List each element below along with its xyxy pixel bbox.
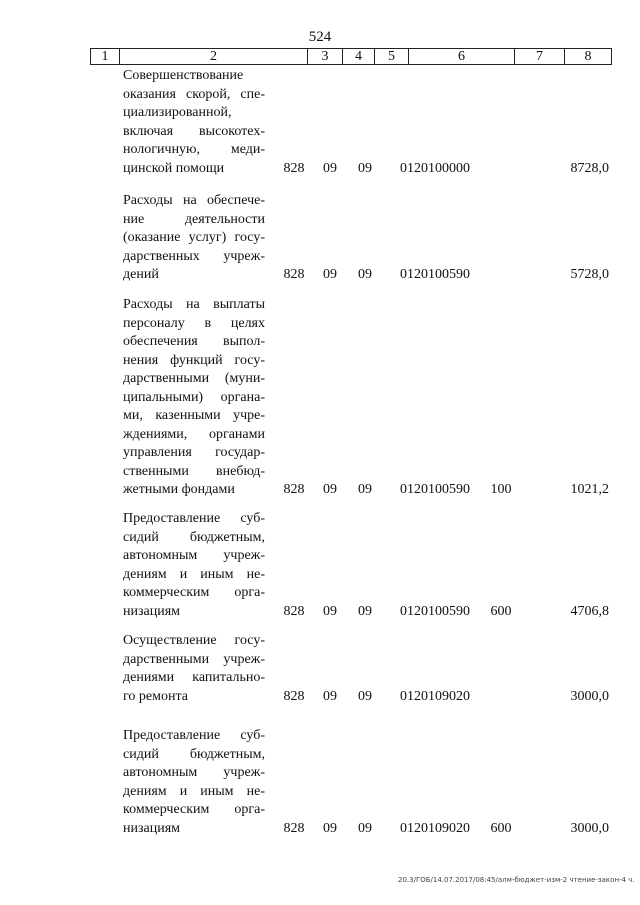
cell-col5: 09 (358, 267, 372, 282)
cell-col5: 09 (358, 820, 372, 836)
cell-col6: 0120100590 (400, 603, 470, 619)
cell-col4: 09 (323, 160, 337, 176)
cell-col8: 3000,0 (570, 820, 609, 836)
cell-col6: 0120100590 (400, 482, 470, 497)
cell-col7: 600 (490, 603, 512, 619)
column-header-5: 5 (375, 49, 409, 64)
description-line: автономным учреж- (123, 765, 265, 780)
description-line: дений (123, 267, 159, 282)
column-header-2: 2 (120, 49, 308, 64)
description-line: дениями капитально- (123, 670, 265, 685)
description-line: цинской помощи (123, 160, 225, 176)
description-line: дениям и иным не- (123, 783, 265, 799)
table-header (90, 48, 612, 65)
description-line: дарственными (муни- (123, 371, 265, 386)
cell-col4: 09 (323, 820, 337, 836)
description-line: Совершенствование (123, 68, 244, 83)
row-description (123, 510, 265, 621)
description-line: включая высокотех- (123, 123, 265, 139)
description-line: низациям (123, 820, 181, 836)
description-line: дарственными учреж- (123, 651, 265, 667)
cell-col3: 828 (283, 160, 305, 176)
description-line: ние деятельности (123, 211, 265, 227)
description-line: Предоставление суб- (123, 511, 265, 526)
column-header-8: 8 (584, 49, 592, 64)
description-line: нения функций госу- (123, 352, 265, 368)
column-header-1: 1 (91, 49, 120, 64)
row-description (123, 727, 265, 838)
cell-col4: 09 (323, 603, 337, 619)
cell-col3: 828 (283, 267, 305, 282)
description-line: го ремонта (123, 688, 188, 704)
row-description (123, 192, 265, 285)
description-line: Осуществление госу- (123, 633, 265, 648)
description-line: оказания скорой, спе- (123, 86, 265, 102)
column-header-4: 4 (343, 49, 375, 64)
cell-col6: 0120109020 (400, 820, 470, 836)
cell-col5: 09 (358, 160, 372, 176)
cell-col7: 100 (490, 482, 512, 497)
cell-col3: 828 (283, 820, 305, 836)
column-header-6: 6 (409, 49, 515, 64)
column-header-3: 3 (308, 49, 343, 64)
description-line: жетными фондами (123, 482, 235, 497)
description-line: сидий бюджетным, (123, 746, 265, 762)
cell-col8: 8728,0 (570, 160, 609, 176)
column-header-7: 7 (515, 49, 565, 64)
description-line: ственными внебюд- (123, 463, 265, 479)
description-line: (оказание услуг) госу- (123, 230, 265, 245)
cell-col4: 09 (323, 482, 337, 497)
document-footer: 20.3/ГОБ/14.07.2017/08:45/алм-бюджет-изм-2 чтение-закон-4 ч. (398, 876, 635, 884)
cell-col8: 1021,2 (570, 482, 609, 497)
description-line: коммерческим орга- (123, 802, 265, 817)
description-line: Предоставление суб- (123, 728, 265, 743)
row-description (123, 296, 265, 500)
description-line: сидий бюджетным, (123, 529, 265, 545)
description-line: нологичную, меди- (123, 142, 265, 157)
cell-col5: 09 (358, 482, 372, 497)
cell-col4: 09 (323, 267, 337, 282)
description-line: автономным учреж- (123, 548, 265, 563)
cell-col5: 09 (358, 603, 372, 619)
cell-col7: 600 (490, 820, 512, 836)
description-line: коммерческим орга- (123, 585, 265, 600)
cell-col6: 0120100590 (400, 267, 470, 282)
description-line: обеспечения выпол- (123, 334, 265, 349)
cell-col3: 828 (283, 603, 305, 619)
page-number: 524 (308, 29, 332, 45)
cell-col5: 09 (358, 688, 372, 704)
description-line: Расходы на выплаты (123, 297, 265, 312)
cell-col4: 09 (323, 688, 337, 704)
cell-col8: 5728,0 (570, 267, 609, 282)
description-line: ципальными) органа- (123, 389, 265, 405)
description-line: персоналу в целях (123, 315, 265, 331)
cell-col6: 0120109020 (400, 688, 470, 704)
cell-col3: 828 (283, 482, 305, 497)
description-line: низациям (123, 603, 181, 619)
cell-col8: 3000,0 (570, 688, 609, 704)
description-line: дарственных учреж- (123, 248, 265, 264)
description-line: ми, казенными учре- (123, 408, 265, 423)
description-line: управления государ- (123, 445, 265, 460)
cell-col6: 0120100000 (400, 160, 470, 176)
description-line: ждениями, органами (123, 426, 265, 442)
row-description (123, 67, 265, 178)
description-line: дениям и иным не- (123, 566, 265, 582)
description-line: циализированной, (123, 105, 232, 120)
description-line: Расходы на обеспече- (123, 193, 265, 208)
cell-col3: 828 (283, 688, 305, 704)
cell-col8: 4706,8 (570, 603, 609, 619)
row-description (123, 632, 265, 706)
